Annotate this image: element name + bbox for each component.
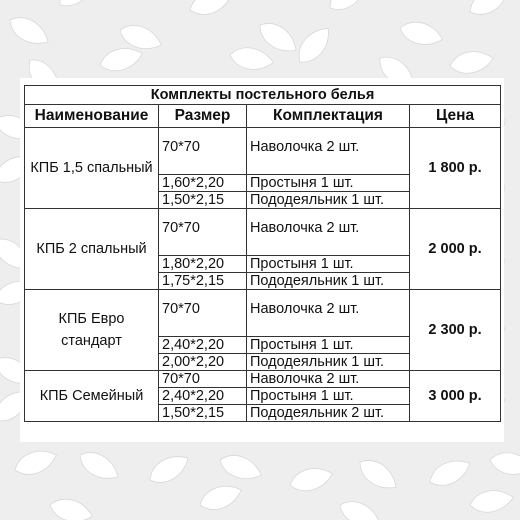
kit-cell: Простыня 1 шт.: [247, 175, 410, 192]
kit-cell: Пододеяльник 2 шт.: [247, 405, 410, 422]
size-cell: 1,50*2,15: [159, 405, 247, 422]
price-table: [24, 85, 501, 422]
table-row: [25, 371, 501, 388]
header-name: Наименование: [25, 105, 159, 128]
table-row: [25, 209, 501, 256]
kit-cell: Пододеяльник 1 шт.: [247, 273, 410, 290]
price-cell: 1 800 р.: [410, 128, 501, 209]
table-title: Комплекты постельного белья: [25, 86, 501, 105]
size-cell: 70*70: [159, 371, 247, 388]
kit-cell: Пододеяльник 1 шт.: [247, 192, 410, 209]
header-size: Размер: [159, 105, 247, 128]
kit-cell: Простыня 1 шт.: [247, 388, 410, 405]
price-cell: 2 000 р.: [410, 209, 501, 290]
size-cell: 1,75*2,15: [159, 273, 247, 290]
price-cell: 2 300 р.: [410, 290, 501, 371]
kit-cell: Простыня 1 шт.: [247, 337, 410, 354]
size-cell: 1,50*2,15: [159, 192, 247, 209]
size-cell: 70*70: [159, 209, 247, 256]
header-kit: Комплектация: [247, 105, 410, 128]
table-row: [25, 290, 501, 337]
header-price: Цена: [410, 105, 501, 128]
size-cell: 70*70: [159, 128, 247, 175]
kit-cell: Наволочка 2 шт.: [247, 290, 410, 337]
product-name: КПБ Семейный: [25, 371, 159, 422]
size-cell: 2,40*2,20: [159, 337, 247, 354]
price-cell: 3 000 р.: [410, 371, 501, 422]
size-cell: 1,80*2,20: [159, 256, 247, 273]
size-cell: 2,40*2,20: [159, 388, 247, 405]
size-cell: 2,00*2,20: [159, 354, 247, 371]
product-name: КПБ Евро стандарт: [25, 290, 159, 371]
kit-cell: Наволочка 2 шт.: [247, 371, 410, 388]
product-name: КПБ 2 спальный: [25, 209, 159, 290]
size-cell: 70*70: [159, 290, 247, 337]
kit-cell: Наволочка 2 шт.: [247, 209, 410, 256]
size-cell: 1,60*2,20: [159, 175, 247, 192]
kit-cell: Наволочка 2 шт.: [247, 128, 410, 175]
kit-cell: Простыня 1 шт.: [247, 256, 410, 273]
kit-cell: Пододеяльник 1 шт.: [247, 354, 410, 371]
table-row: [25, 128, 501, 175]
product-name: КПБ 1,5 спальный: [25, 128, 159, 209]
